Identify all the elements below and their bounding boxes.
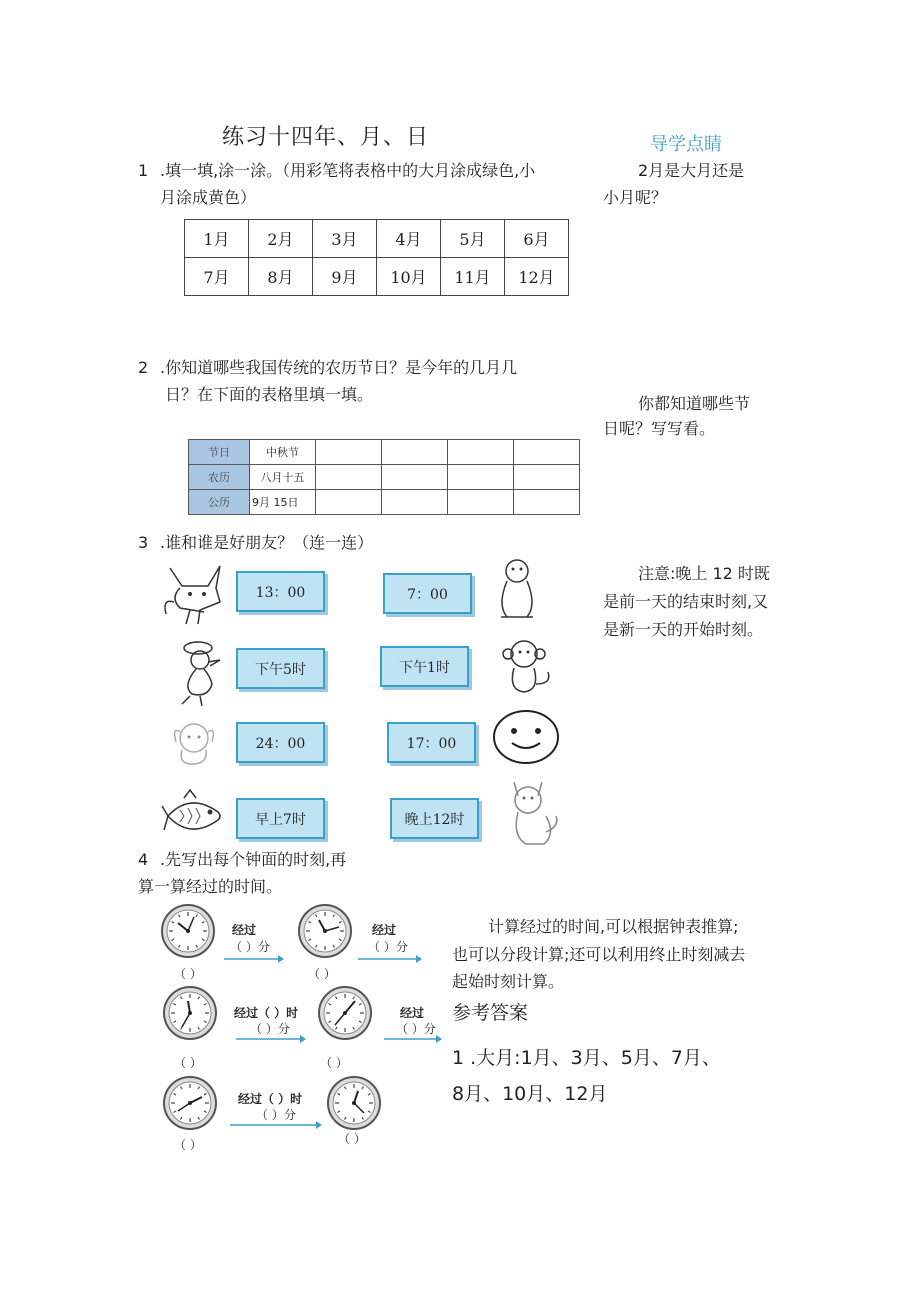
pass-hours-label[interactable]: 经过（ ）时 xyxy=(238,1092,303,1106)
minutes-blank[interactable]: （ ）分 xyxy=(250,1022,290,1036)
time-box-midnight[interactable]: 晚上12时 xyxy=(390,798,479,839)
clock-3-start xyxy=(164,1077,216,1129)
month-cell[interactable]: 8月 xyxy=(249,258,313,296)
festival-blank[interactable] xyxy=(514,440,580,465)
minutes-blank[interactable]: （ ）分 xyxy=(230,940,270,954)
festival-blank[interactable] xyxy=(382,440,448,465)
time-blank[interactable]: （ ） xyxy=(308,967,336,981)
lunar-header: 农历 xyxy=(189,465,250,490)
month-cell[interactable]: 4月 xyxy=(377,220,441,258)
month-cell[interactable]: 12月 xyxy=(505,258,569,296)
solar-header: 公历 xyxy=(189,490,250,515)
month-cell[interactable]: 2月 xyxy=(249,220,313,258)
months-table xyxy=(184,219,569,296)
month-cell[interactable]: 3月 xyxy=(313,220,377,258)
time-box-24-00[interactable]: 24：00 xyxy=(236,722,325,763)
month-cell[interactable]: 6月 xyxy=(505,220,569,258)
month-cell[interactable]: 10月 xyxy=(377,258,441,296)
pass-label: 经过 xyxy=(372,923,397,937)
minutes-blank[interactable]: （ ）分 xyxy=(256,1108,296,1122)
lunar-blank[interactable] xyxy=(316,465,382,490)
time-box-13-00[interactable]: 13：00 xyxy=(236,571,325,612)
q3-line: .谁和谁是好朋友？（连一连） xyxy=(160,533,374,552)
puppy-icon xyxy=(168,718,224,768)
q2-line2: 日？在下面的表格里填一填。 xyxy=(165,385,374,404)
clock-1-end xyxy=(299,905,351,957)
answers-title: 参考答案 xyxy=(452,1002,529,1024)
q4-number: 4 xyxy=(138,850,149,869)
solar-blank[interactable] xyxy=(316,490,382,515)
tip3-line1: 注意:晚上 12 时既 xyxy=(638,564,770,583)
tip4-line1: 计算经过的时间,可以根据钟表推算; xyxy=(488,917,739,936)
time-blank[interactable]: （ ） xyxy=(338,1132,366,1146)
lunar-cell: 八月十五 xyxy=(250,465,316,490)
q1-line2: 月涂成黄色） xyxy=(160,188,257,207)
solar-blank[interactable] xyxy=(514,490,580,515)
pass-hours-label[interactable]: 经过（ ）时 xyxy=(234,1006,299,1020)
time-box-17-00[interactable]: 17：00 xyxy=(387,722,476,763)
q1-line1: .填一填,涂一涂。（用彩笔将表格中的大月涂成绿色,小 xyxy=(160,161,536,180)
guide-title: 导学点睛 xyxy=(650,134,722,155)
kitten-icon xyxy=(504,776,564,850)
tip3-line3: 是新一天的开始时刻。 xyxy=(603,620,764,639)
lunar-blank[interactable] xyxy=(514,465,580,490)
q2-line1: .你知道哪些我国传统的农历节日？是今年的几月几 xyxy=(160,358,518,377)
festival-blank[interactable] xyxy=(448,440,514,465)
lunar-blank[interactable] xyxy=(382,465,448,490)
month-cell[interactable]: 11月 xyxy=(441,258,505,296)
minutes-blank[interactable]: （ ）分 xyxy=(396,1022,436,1036)
solar-blank[interactable] xyxy=(448,490,514,515)
time-box-7-00[interactable]: 7：00 xyxy=(383,573,472,614)
festival-cell: 中秋节 xyxy=(250,440,316,465)
lunar-blank[interactable] xyxy=(448,465,514,490)
tip3-line2: 是前一天的结束时刻,又 xyxy=(603,592,769,611)
festival-blank[interactable] xyxy=(316,440,382,465)
time-blank[interactable]: （ ） xyxy=(320,1056,348,1070)
q2-number: 2 xyxy=(138,358,149,377)
festival-header: 节日 xyxy=(189,440,250,465)
month-cell[interactable]: 9月 xyxy=(313,258,377,296)
q4-line2: 算一算经过的时间。 xyxy=(138,877,283,896)
clock-2-end xyxy=(319,987,371,1039)
tip1-line1: 2月是大月还是 xyxy=(638,161,745,180)
month-cell[interactable]: 5月 xyxy=(441,220,505,258)
time-blank[interactable]: （ ） xyxy=(174,1138,202,1152)
time-box-1pm[interactable]: 下午1时 xyxy=(380,646,469,687)
time-blank[interactable]: （ ） xyxy=(174,967,202,981)
duck-icon xyxy=(172,636,232,708)
tip4-line2: 也可以分段计算;还可以利用终止时刻减去 xyxy=(452,945,746,964)
tip1-line2: 小月呢？ xyxy=(603,188,668,207)
page-title: 练习十四年、月、日 xyxy=(222,125,430,150)
q4-line1: .先写出每个钟面的时刻,再 xyxy=(160,850,347,869)
answers-line2: 8月、10月、12月 xyxy=(452,1083,608,1105)
pass-label: 经过 xyxy=(232,923,257,937)
smiley-icon xyxy=(492,709,560,765)
month-cell[interactable]: 1月 xyxy=(185,220,249,258)
tip4-line3: 起始时刻计算。 xyxy=(452,972,565,991)
festival-table xyxy=(188,439,580,515)
month-cell[interactable]: 7月 xyxy=(185,258,249,296)
solar-blank[interactable] xyxy=(382,490,448,515)
fish-icon xyxy=(160,786,232,844)
q3-number: 3 xyxy=(138,533,149,552)
q1-number: 1 xyxy=(138,161,149,180)
solar-cell: 9月 15日 xyxy=(250,490,316,515)
minutes-blank[interactable]: （ ）分 xyxy=(368,940,408,954)
clock-1-start xyxy=(162,905,214,957)
fox-icon xyxy=(160,558,230,628)
monkey-icon xyxy=(500,636,556,696)
clock-3-end xyxy=(328,1077,380,1129)
tip2-line2: 日呢？写写看。 xyxy=(603,419,716,438)
clock-2-start xyxy=(164,987,216,1039)
time-box-7am[interactable]: 早上7时 xyxy=(236,798,325,839)
tip2-line1: 你都知道哪些节 xyxy=(638,394,751,413)
time-blank[interactable]: （ ） xyxy=(174,1056,202,1070)
monkey-icon xyxy=(493,555,543,625)
answers-line1: 1 .大月:1月、3月、5月、7月、 xyxy=(452,1047,721,1069)
time-box-5pm[interactable]: 下午5时 xyxy=(236,648,325,689)
pass-label: 经过 xyxy=(400,1006,425,1020)
